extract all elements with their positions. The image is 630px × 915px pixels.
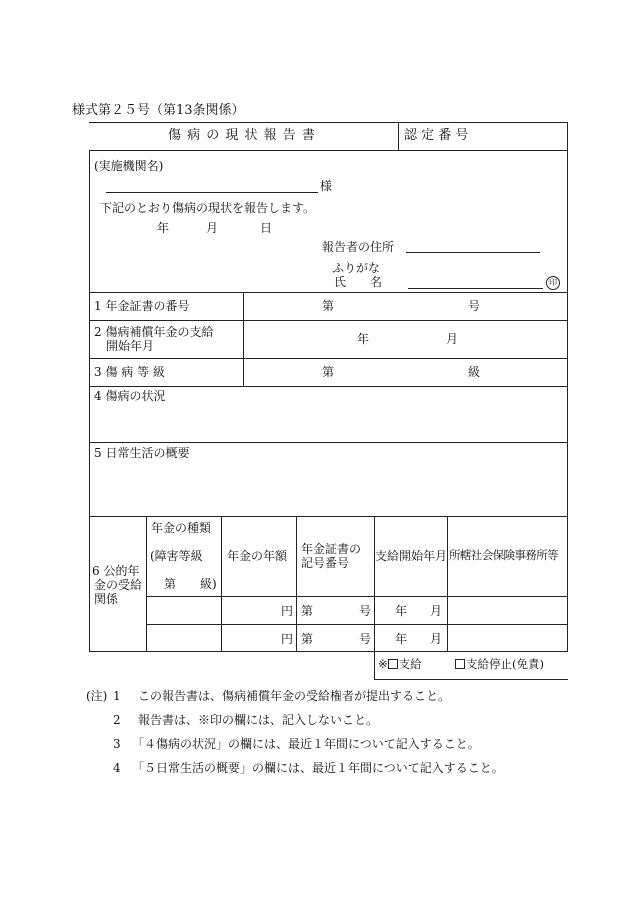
- row2-yen: 円: [281, 632, 294, 646]
- header-cert-number-line1: 年金証書の: [301, 542, 362, 556]
- item2-month: 月: [446, 332, 459, 346]
- note-3-text: 「４傷病の状況」の欄には、最近１年間について記入すること。: [132, 737, 480, 751]
- note-3-number: 3: [113, 737, 121, 751]
- institution-label: (実施機関名): [94, 159, 164, 173]
- sama-label: 様: [320, 179, 333, 193]
- header-annual-amount: 年金の年額: [227, 549, 288, 563]
- item3-label: 3 傷 病 等 級: [94, 365, 165, 379]
- row2-month: 月: [430, 632, 443, 646]
- certification-number-label: 認 定 番 号: [404, 128, 469, 143]
- date-year-label: 年: [157, 221, 170, 235]
- reporter-name-field[interactable]: [408, 288, 543, 289]
- note-2-text: 報告書は、※印の欄には、記入しないこと。: [138, 713, 379, 727]
- row2-year: 年: [395, 632, 408, 646]
- row1-go: 号: [359, 604, 372, 618]
- row1-month: 月: [430, 604, 443, 618]
- seal-icon: 印: [546, 276, 560, 290]
- form-number: 様式第２５号（第13条関係）: [72, 103, 245, 118]
- row1-dai: 第: [301, 604, 314, 618]
- payment-label: 支給: [398, 657, 422, 671]
- office-use-row: [378, 659, 422, 671]
- report-statement: 下記のとおり傷病の現状を報告します。: [100, 201, 316, 215]
- institution-name-field[interactable]: [106, 192, 318, 193]
- item2-label-line2: 開始年月: [106, 339, 155, 353]
- item1-label: 1 年金証書の番号: [94, 299, 190, 313]
- header-pension-type-dai: 第: [164, 577, 177, 591]
- item3-dai: 第: [322, 365, 335, 379]
- item5-label: 5 日常生活の概要: [94, 446, 190, 460]
- payment-checkbox[interactable]: [388, 659, 398, 669]
- row1-yen: 円: [281, 604, 294, 618]
- date-month-label: 月: [206, 221, 219, 235]
- note-4-number: 4: [113, 761, 121, 775]
- header-start-month: 支給開始年月: [375, 549, 448, 563]
- header-pension-type-line2: (障害等級: [150, 549, 203, 563]
- header-cert-number-line2: 記号番号: [301, 556, 350, 570]
- furigana-label: ふりがな: [332, 261, 381, 275]
- row2-dai: 第: [301, 632, 314, 646]
- office-use-row-2: [455, 659, 544, 671]
- note-1-number: 1: [113, 689, 121, 703]
- note-2-number: 2: [113, 713, 121, 727]
- header-office: 所轄社会保険事務所等: [449, 548, 558, 562]
- name-label: 氏 名: [334, 275, 383, 289]
- reporter-address-label: 報告者の住所: [322, 240, 395, 254]
- form-title: 傷 病 の 現 状 報 告 書: [168, 128, 316, 143]
- row2-go: 号: [359, 632, 372, 646]
- item1-dai: 第: [322, 299, 335, 313]
- suspension-label: 支給停止(免責): [466, 657, 544, 671]
- date-day-label: 日: [260, 221, 273, 235]
- office-use-mark: ※: [378, 657, 388, 671]
- notes-prefix: (注): [86, 689, 108, 703]
- header-pension-type-line1: 年金の種類: [151, 521, 212, 535]
- pension-section-label-line2: 金の受給: [94, 578, 143, 592]
- pension-section-label-line3: 関係: [94, 592, 119, 606]
- item2-label-line1: 2 傷病補償年金の支給: [94, 325, 214, 339]
- item3-kyu: 級: [468, 365, 481, 379]
- header-pension-type-kyu: 級): [200, 577, 217, 591]
- item1-go: 号: [468, 299, 481, 313]
- row1-year: 年: [395, 604, 408, 618]
- pension-section-label-line1: 6 公的年: [92, 564, 140, 578]
- note-1-text: この報告書は、傷病補償年金の受給権者が提出すること。: [138, 689, 451, 703]
- reporter-address-field[interactable]: [406, 252, 540, 253]
- item4-label: 4 傷病の状況: [94, 389, 166, 403]
- item2-year: 年: [357, 332, 370, 346]
- suspension-checkbox[interactable]: [455, 659, 465, 669]
- note-4-text: 「５日常生活の概要」の欄には、最近１年間について記入すること。: [132, 761, 504, 775]
